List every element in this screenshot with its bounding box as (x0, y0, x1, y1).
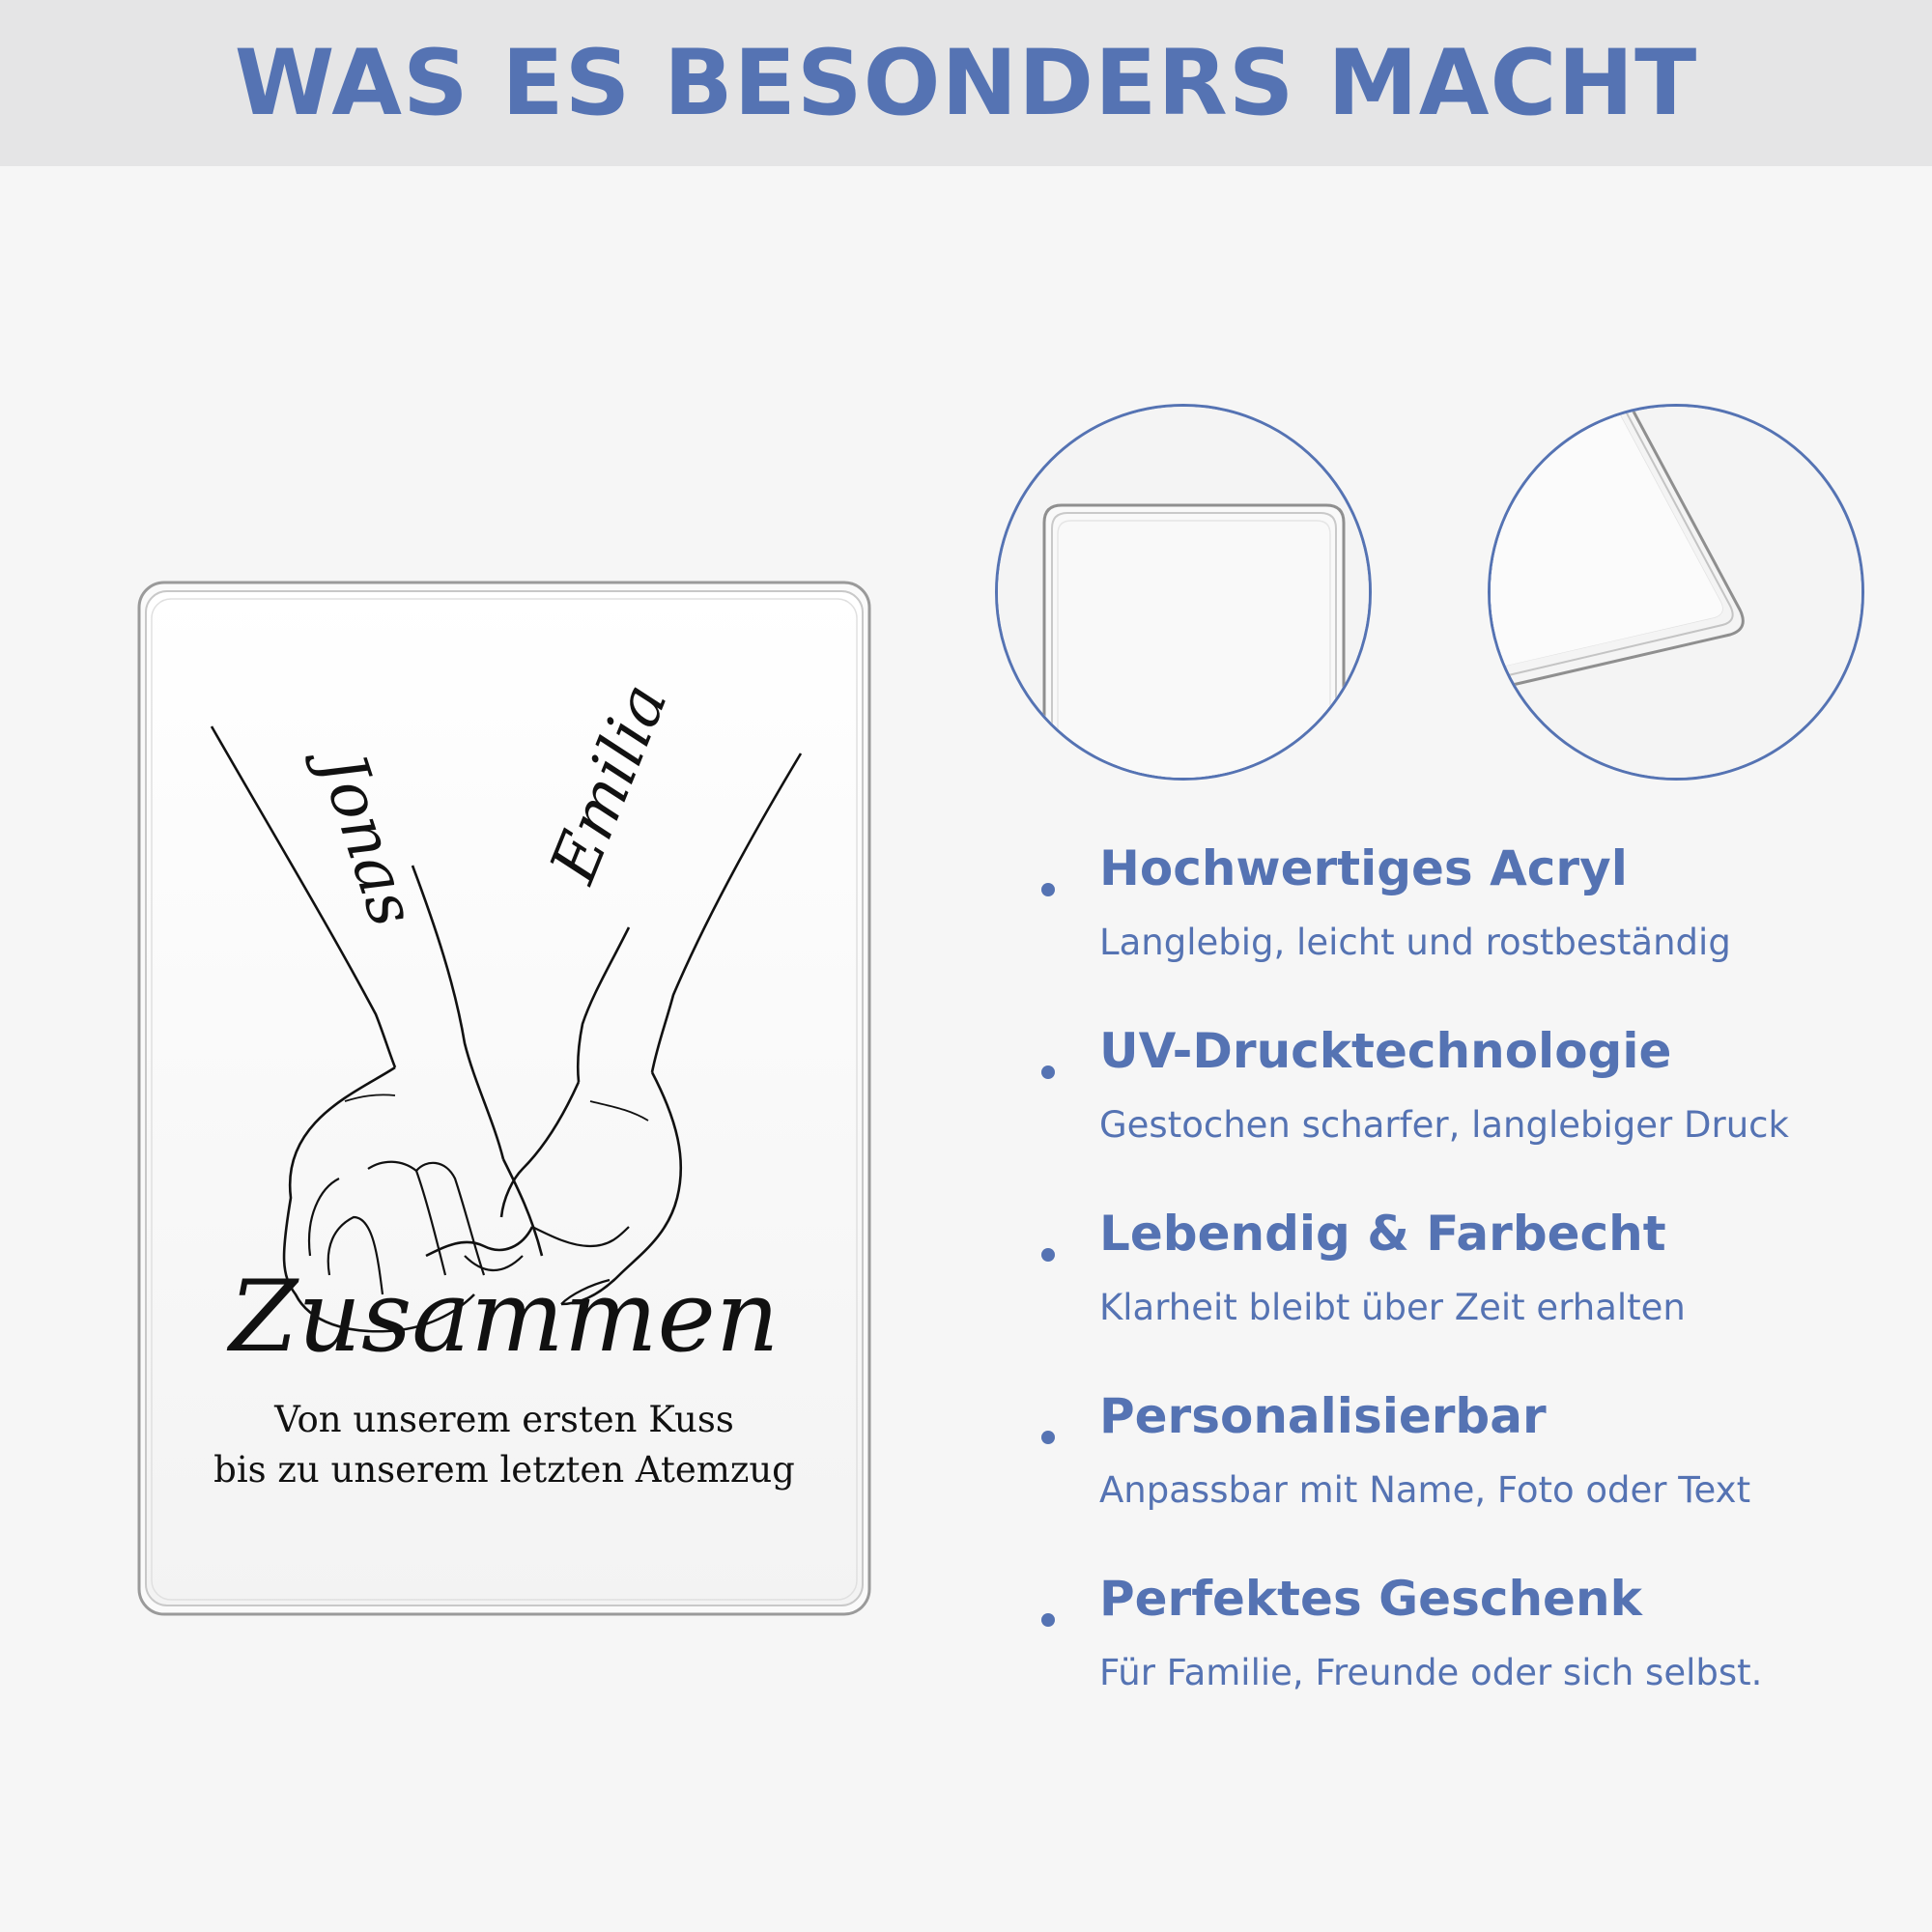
feature-subtitle: Für Familie, Freunde oder sich selbst. (1099, 1652, 1763, 1693)
feature-list (1039, 840, 1909, 1753)
feature-title: Personalisierbar (1099, 1388, 1547, 1444)
bullet-icon (1041, 1248, 1055, 1262)
page-title: WAS ES BESONDERS MACHT (234, 30, 1698, 136)
feature-subtitle: Anpassbar mit Name, Foto oder Text (1099, 1469, 1751, 1511)
header-banner (0, 0, 1932, 166)
feature-title: UV-Drucktechnologie (1099, 1023, 1672, 1079)
script-title: Zusammen (229, 1260, 780, 1375)
zoom-detail-corner-right (1488, 404, 1864, 781)
zoom-detail-corner-left (995, 404, 1372, 781)
acrylic-plaque (136, 580, 872, 1617)
bullet-icon (1041, 1431, 1055, 1444)
bullet-icon (1041, 1065, 1055, 1079)
feature-item (1039, 1571, 1909, 1753)
acrylic-corner-detail (1491, 407, 1864, 781)
slogan-line-2: bis zu unserem letzten Atemzug (213, 1449, 795, 1491)
feature-title: Hochwertiges Acryl (1099, 840, 1628, 896)
name-right: Emilia (535, 673, 682, 893)
name-left: Jonas (304, 745, 431, 935)
feature-item (1039, 840, 1909, 1023)
feature-item (1039, 1023, 1909, 1206)
feature-subtitle: Langlebig, leicht und rostbeständig (1099, 922, 1731, 963)
feature-title: Lebendig & Farbecht (1099, 1206, 1666, 1262)
slogan-line-1: Von unserem ersten Kuss (274, 1399, 734, 1440)
bullet-icon (1041, 1613, 1055, 1627)
feature-title: Perfektes Geschenk (1099, 1571, 1642, 1627)
feature-subtitle: Gestochen scharfer, langlebiger Druck (1099, 1104, 1789, 1146)
feature-item (1039, 1388, 1909, 1571)
acrylic-edge-detail (998, 407, 1372, 781)
feature-subtitle: Klarheit bleibt über Zeit erhalten (1099, 1287, 1686, 1328)
bullet-icon (1041, 883, 1055, 896)
feature-item (1039, 1206, 1909, 1388)
